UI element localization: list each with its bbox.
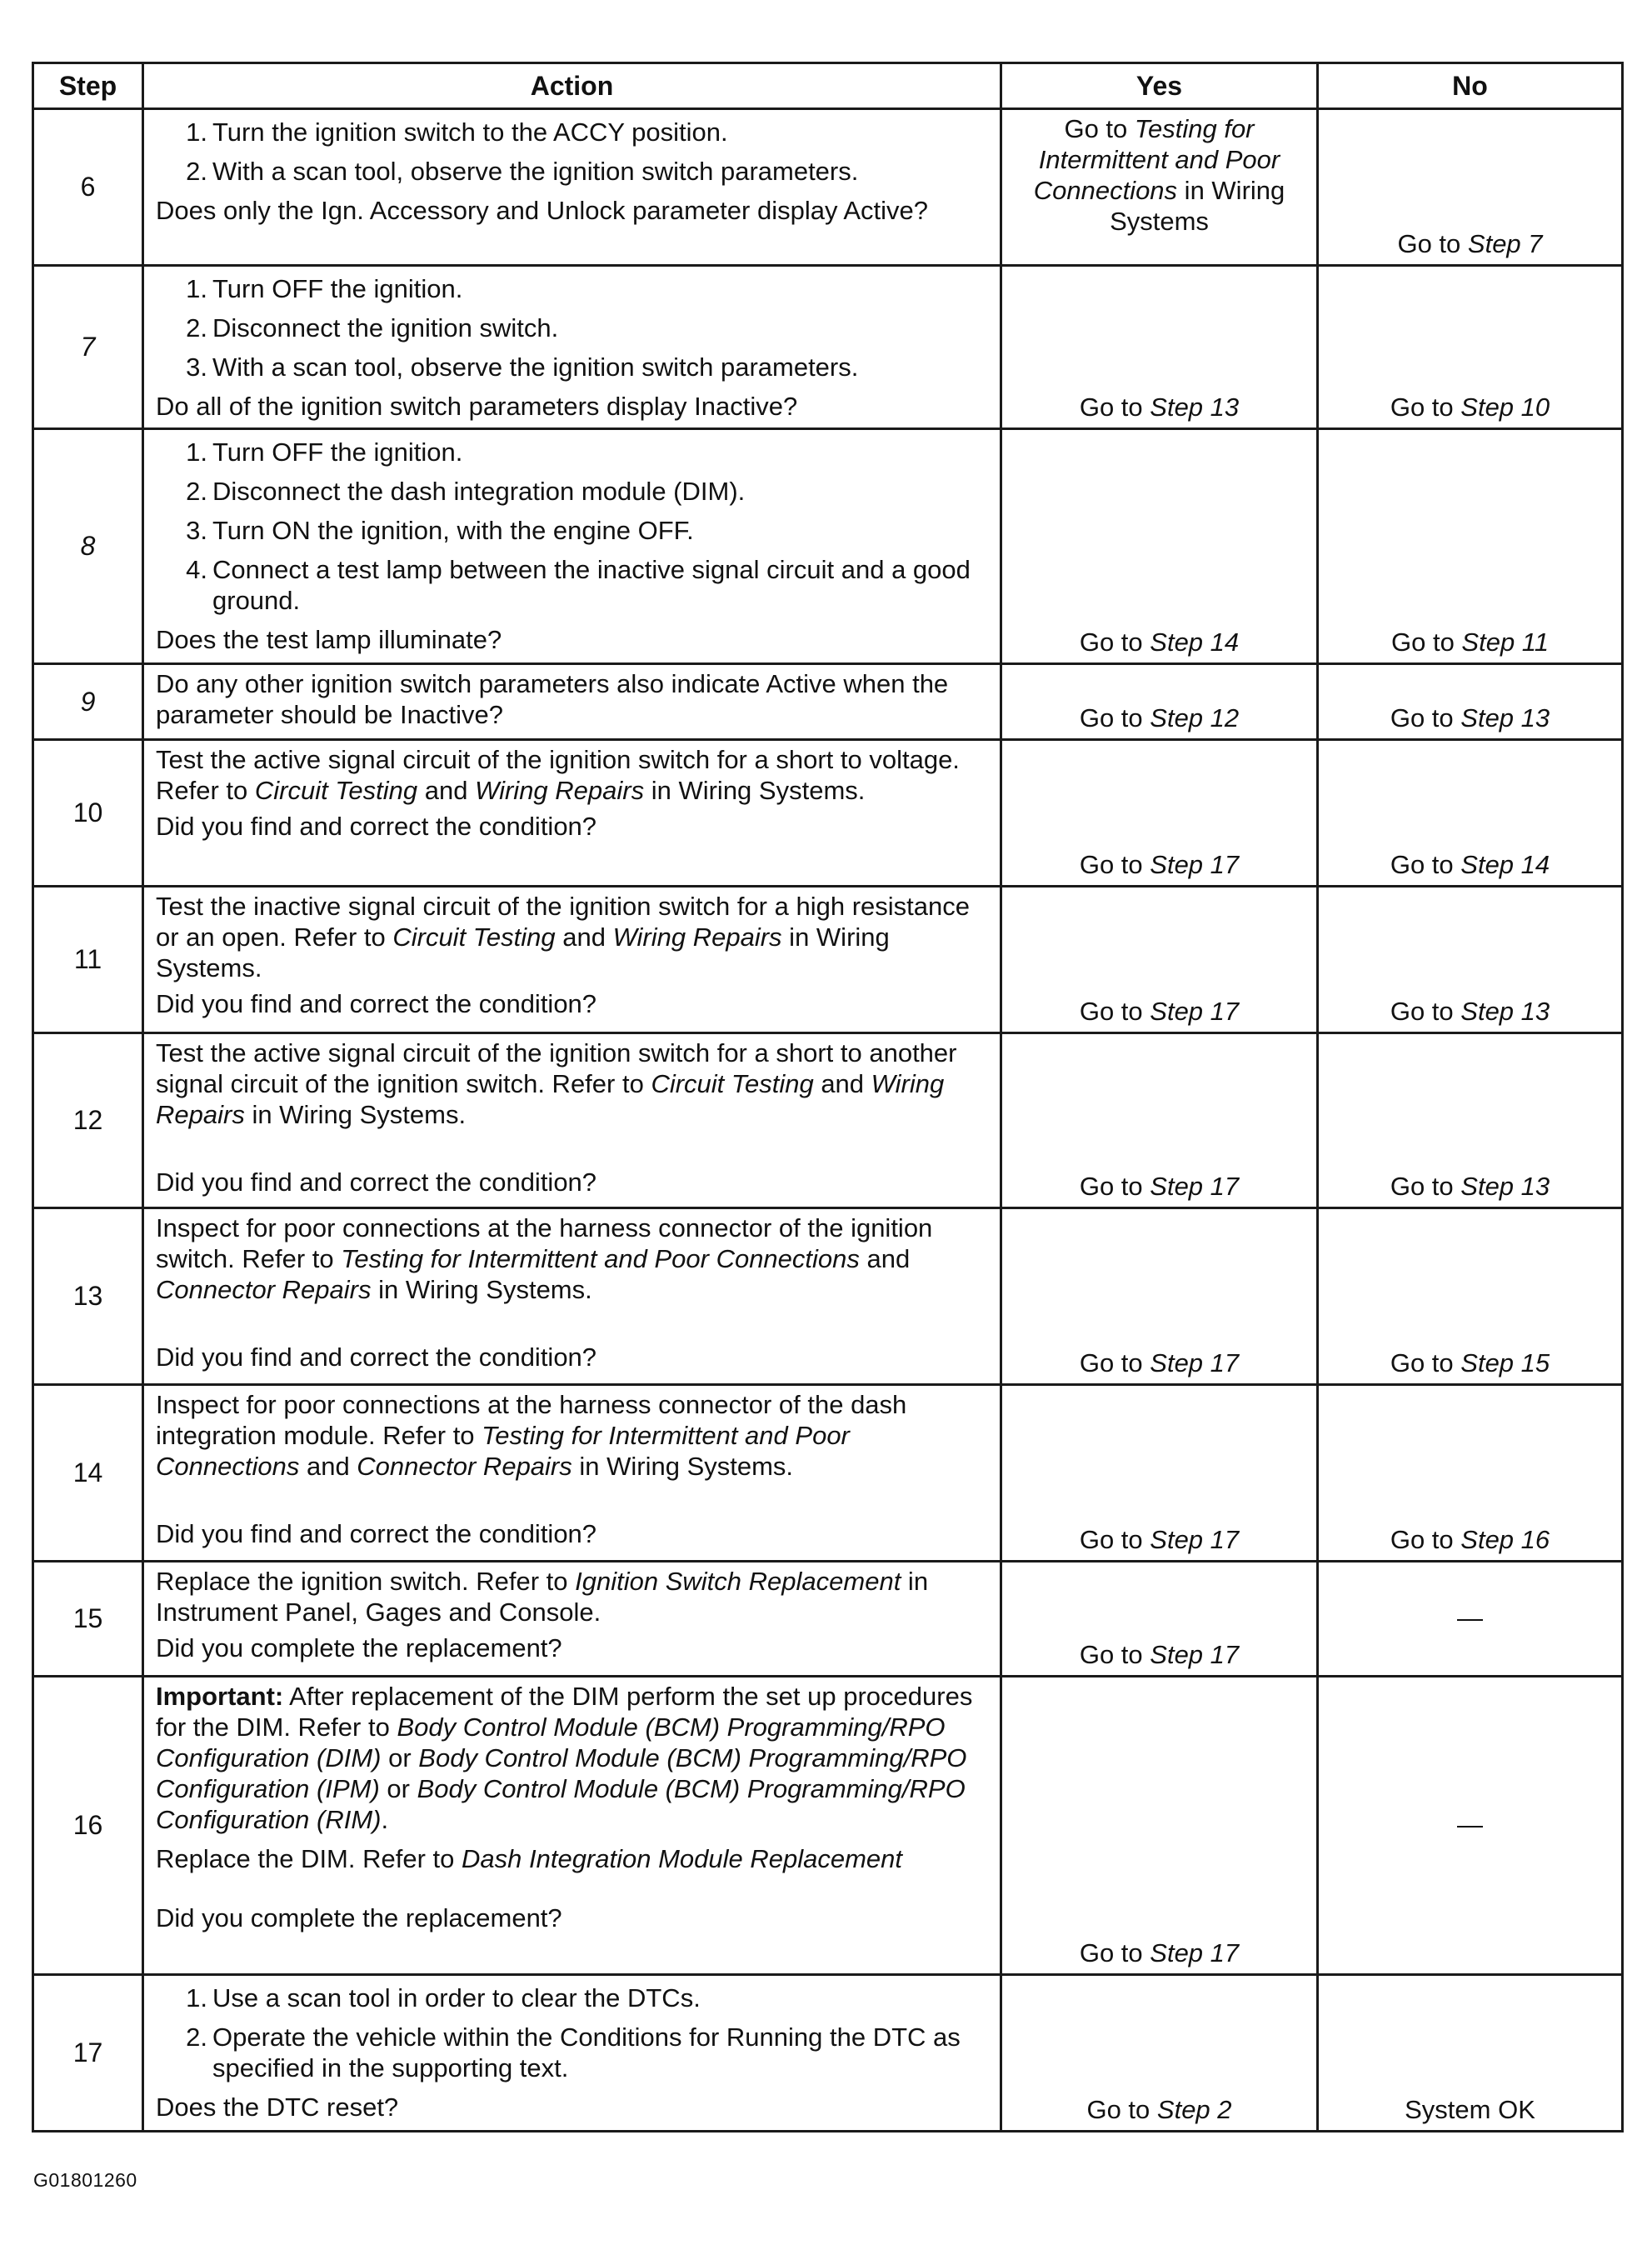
- step-number: 15: [33, 1562, 143, 1677]
- action-question: Did you find and correct the condition?: [156, 1168, 597, 1197]
- no-cell: —: [1318, 1562, 1623, 1677]
- reference-link: Testing for Intermittent and Poor Connections: [156, 1421, 850, 1481]
- action-question: Does only the Ign. Accessory and Unlock parameter display Active?: [156, 196, 929, 225]
- reference-link: Wiring Repairs: [156, 1069, 945, 1129]
- step-link: Step 17: [1150, 1172, 1240, 1201]
- yes-cell: Go to Step 14: [1001, 429, 1318, 664]
- step-number: 6: [33, 109, 143, 266]
- action-question: Does the DTC reset?: [156, 2092, 399, 2122]
- table-row: [33, 1975, 1623, 2132]
- step-number: 13: [33, 1208, 143, 1385]
- no-cell: Go to Step 10: [1318, 266, 1623, 429]
- action-question: Did you find and correct the condition?: [156, 1342, 597, 1372]
- step-link: Step 17: [1150, 1525, 1240, 1554]
- step-number: 8: [33, 429, 143, 664]
- list-item: 2. Disconnect the ignition switch.: [186, 313, 559, 342]
- table-row: [33, 1208, 1623, 1385]
- action-question: Do any other ignition switch parameters also indicate Active when the parameter should be Inactive?: [156, 669, 949, 729]
- reference-link: Wiring Repairs: [612, 922, 782, 952]
- step-link: Step 12: [1150, 703, 1240, 732]
- no-cell: System OK: [1318, 1975, 1623, 2132]
- action-question: Did you find and correct the condition?: [156, 1519, 597, 1548]
- list-item: 1. Turn OFF the ignition.: [186, 438, 463, 467]
- no-cell: Go to Step 13: [1318, 887, 1623, 1033]
- yes-cell: Go to Step 2: [1001, 1975, 1318, 2132]
- reference-link: Testing for Intermittent and Poor Connections: [341, 1244, 860, 1273]
- step-number: 9: [33, 664, 143, 740]
- list-item: 1. Turn OFF the ignition.: [186, 274, 463, 303]
- yes-cell: Go to Step 17: [1001, 887, 1318, 1033]
- list-item: 1. Turn the ignition switch to the ACCY position.: [186, 118, 728, 147]
- header-yes: Yes: [1001, 63, 1318, 109]
- list-item: 3. Turn ON the ignition, with the engine OFF.: [186, 516, 694, 545]
- reference-link: Body Control Module (BCM) Programming/RPO Configuration (DIM): [156, 1712, 946, 1772]
- step-link: Step 10: [1460, 392, 1550, 422]
- action-list: [156, 437, 991, 616]
- yes-cell: Go to Step 17: [1001, 1385, 1318, 1562]
- action-cell: [143, 664, 1001, 740]
- reference-link: Testing for Intermittent and Poor Connections: [1033, 114, 1280, 205]
- no-cell: Go to Step 11: [1318, 429, 1623, 664]
- action-cell: [143, 887, 1001, 1033]
- action-question: Did you complete the replacement?: [156, 1633, 562, 1662]
- step-number: 7: [33, 266, 143, 429]
- action-text: Test the inactive signal circuit of the ignition switch for a high resistance or an open. Refer to Circuit Testing and Wiring Repairs in Wiring Systems.: [156, 892, 970, 982]
- step-link: Step 7: [1467, 229, 1543, 258]
- list-item: 2. Operate the vehicle within the Conditions for Running the DTC as specified in the supporting text.: [186, 2022, 961, 2082]
- action-cell: [143, 1033, 1001, 1208]
- important-note: Important: After replacement of the DIM perform the set up procedures for the DIM. Refer to Body Control Module (BCM) Programming/RPO Configuration (DIM) or Body Control Module (BCM) Programming/RPO Configuration (IPM) or Body Control Module (BCM) Programming/RPO Configuration (RIM).: [156, 1682, 973, 1834]
- step-link: Step 14: [1150, 628, 1240, 657]
- action-cell: [143, 1208, 1001, 1385]
- no-cell: Go to Step 15: [1318, 1208, 1623, 1385]
- list-item: 4. Connect a test lamp between the inactive signal circuit and a good ground.: [186, 555, 971, 615]
- no-cell: Go to Step 14: [1318, 740, 1623, 887]
- reference-link: Ignition Switch Replacement: [575, 1567, 901, 1596]
- action-text: Test the active signal circuit of the ignition switch for a short to voltage. Refer to Circuit Testing and Wiring Repairs in Wiring Systems.: [156, 745, 960, 805]
- reference-link: Body Control Module (BCM) Programming/RPO Configuration (RIM): [156, 1774, 966, 1834]
- table-row: [33, 740, 1623, 887]
- action-cell: [143, 1975, 1001, 2132]
- action-cell: [143, 1385, 1001, 1562]
- reference-link: Connector Repairs: [156, 1275, 372, 1304]
- yes-cell: Go to Step 17: [1001, 1033, 1318, 1208]
- diagnostic-table: [32, 62, 1624, 2132]
- action-question: Does the test lamp illuminate?: [156, 625, 502, 654]
- action-question: Did you find and correct the condition?: [156, 812, 597, 841]
- step-number: 12: [33, 1033, 143, 1208]
- reference-link: Circuit Testing: [651, 1069, 814, 1098]
- reference-link: Circuit Testing: [392, 922, 556, 952]
- step-link: Step 13: [1460, 1172, 1550, 1201]
- yes-cell: Go to Step 17: [1001, 1562, 1318, 1677]
- list-item: 2. Disconnect the dash integration module (DIM).: [186, 477, 746, 506]
- reference-link: Dash Integration Module Replacement: [462, 1844, 903, 1873]
- figure-code: G01801260: [33, 2169, 137, 2191]
- step-link: Step 13: [1460, 703, 1550, 732]
- table-row: [33, 1562, 1623, 1677]
- action-cell: [143, 266, 1001, 429]
- table-row: [33, 664, 1623, 740]
- step-number: 17: [33, 1975, 143, 2132]
- action-cell: [143, 429, 1001, 664]
- no-cell: —: [1318, 1677, 1623, 1975]
- step-number: 10: [33, 740, 143, 887]
- action-cell: [143, 109, 1001, 266]
- list-item: 3. With a scan tool, observe the ignition switch parameters.: [186, 352, 859, 382]
- step-link: Step 14: [1460, 850, 1550, 879]
- yes-cell: Go to Step 17: [1001, 740, 1318, 887]
- action-list: [156, 1982, 991, 2083]
- action-text: Replace the DIM. Refer to Dash Integration Module Replacement: [156, 1844, 903, 1873]
- step-link: Step 13: [1460, 997, 1550, 1026]
- reference-link: Connector Repairs: [357, 1452, 572, 1481]
- yes-cell: Go to Step 17: [1001, 1677, 1318, 1975]
- action-list: [156, 117, 991, 187]
- table-row: [33, 1033, 1623, 1208]
- table-row: [33, 887, 1623, 1033]
- step-link: Step 16: [1460, 1525, 1550, 1554]
- step-link: Step 13: [1150, 392, 1240, 422]
- yes-cell: Go to Testing for Intermittent and Poor Connections in Wiring Systems: [1001, 109, 1318, 266]
- reference-link: Body Control Module (BCM) Programming/RPO Configuration (IPM): [156, 1743, 967, 1803]
- step-link: Step 17: [1150, 850, 1240, 879]
- action-text: Test the active signal circuit of the ignition switch for a short to another signal circuit of the ignition switch. Refer to Circuit Testing and Wiring Repairs in Wiring Systems.: [156, 1038, 957, 1129]
- reference-link: Wiring Repairs: [475, 776, 645, 805]
- step-number: 11: [33, 887, 143, 1033]
- step-link: Step 17: [1150, 1938, 1240, 1968]
- yes-cell: Go to Step 13: [1001, 266, 1318, 429]
- step-link: Step 2: [1156, 2095, 1232, 2124]
- table-row: [33, 1677, 1623, 1975]
- action-question: Do all of the ignition switch parameters display Inactive?: [156, 392, 798, 421]
- step-number: 14: [33, 1385, 143, 1562]
- action-text: Inspect for poor connections at the harness connector of the dash integration module. Refer to Testing for Intermittent and Poor Connections and Connector Repairs in Wiring Systems.: [156, 1390, 907, 1481]
- action-text: Replace the ignition switch. Refer to Ignition Switch Replacement in Instrument Panel, Gages and Console.: [156, 1567, 929, 1627]
- action-cell: [143, 1562, 1001, 1677]
- action-cell: [143, 740, 1001, 887]
- header-action: Action: [143, 63, 1001, 109]
- diagnostic-table-container: [32, 62, 1621, 2132]
- header-no: No: [1318, 63, 1623, 109]
- no-cell: Go to Step 13: [1318, 1033, 1623, 1208]
- table-row: [33, 1385, 1623, 1562]
- no-cell: Go to Step 16: [1318, 1385, 1623, 1562]
- action-cell: [143, 1677, 1001, 1975]
- yes-cell: Go to Step 12: [1001, 664, 1318, 740]
- table-row: [33, 429, 1623, 664]
- table-header-row: [33, 63, 1623, 109]
- reference-link: Circuit Testing: [254, 776, 418, 805]
- yes-cell: Go to Step 17: [1001, 1208, 1318, 1385]
- no-cell: Go to Step 7: [1318, 109, 1623, 266]
- no-cell: Go to Step 13: [1318, 664, 1623, 740]
- action-text: Inspect for poor connections at the harness connector of the ignition switch. Refer to Testing for Intermittent and Poor Connections and Connector Repairs in Wiring Systems.: [156, 1213, 933, 1304]
- step-link: Step 17: [1150, 1348, 1240, 1378]
- action-question: Did you complete the replacement?: [156, 1903, 562, 1932]
- table-row: [33, 109, 1623, 266]
- list-item: 2. With a scan tool, observe the ignition switch parameters.: [186, 157, 859, 186]
- step-link: Step 17: [1150, 1640, 1240, 1669]
- step-link: Step 17: [1150, 997, 1240, 1026]
- table-row: [33, 266, 1623, 429]
- step-link: Step 11: [1461, 628, 1549, 657]
- header-step: Step: [33, 63, 143, 109]
- important-label: Important:: [156, 1682, 284, 1711]
- list-item: 1. Use a scan tool in order to clear the DTCs.: [186, 1983, 701, 2012]
- action-question: Did you find and correct the condition?: [156, 989, 597, 1018]
- action-list: [156, 273, 991, 382]
- step-link: Step 15: [1460, 1348, 1550, 1378]
- step-number: 16: [33, 1677, 143, 1975]
